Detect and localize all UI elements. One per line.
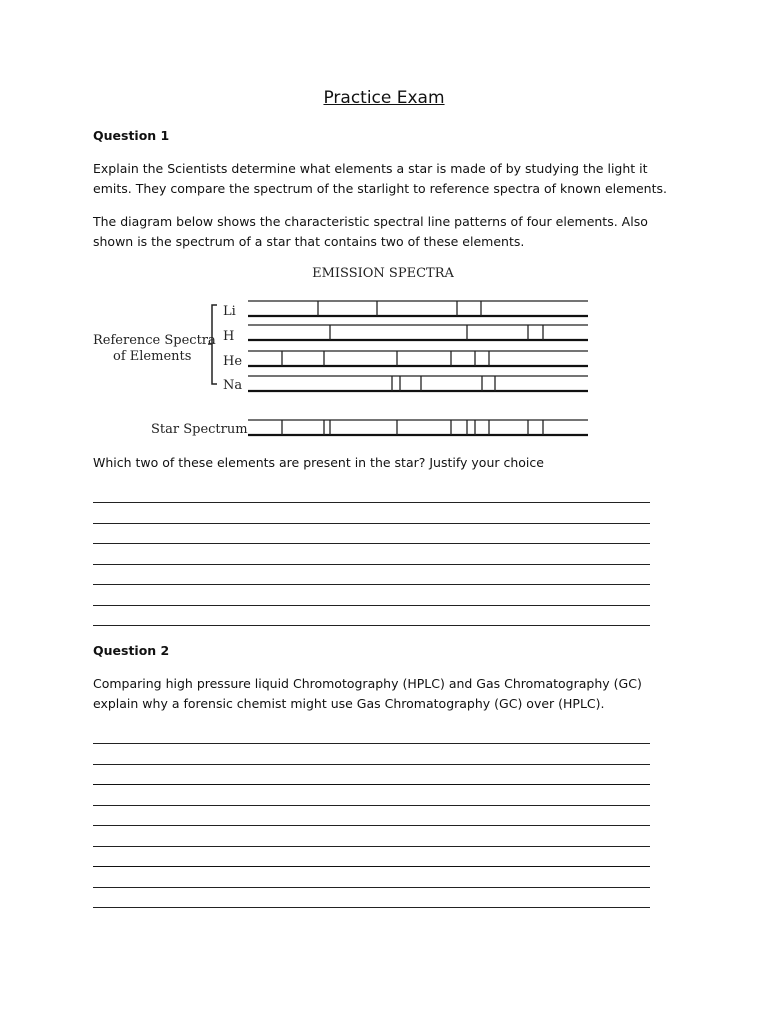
answer-line[interactable] bbox=[93, 805, 650, 806]
page-title: Practice Exam bbox=[323, 88, 445, 108]
question-1-intro-line-2: emits. They compare the spectrum of the starlight to reference spectra of known elements. bbox=[93, 181, 667, 196]
element-spectra bbox=[223, 301, 588, 393]
answer-line[interactable] bbox=[93, 846, 650, 847]
answer-line[interactable] bbox=[93, 907, 650, 908]
element-label-li: Li bbox=[223, 304, 236, 319]
answer-line[interactable] bbox=[93, 543, 650, 544]
answer-line[interactable] bbox=[93, 625, 650, 626]
reference-spectra-label: Reference Spectra bbox=[93, 333, 216, 348]
emission-spectra-diagram bbox=[93, 262, 593, 442]
answer-line[interactable] bbox=[93, 502, 650, 503]
answer-line[interactable] bbox=[93, 825, 650, 826]
answer-line[interactable] bbox=[93, 605, 650, 606]
answer-line[interactable] bbox=[93, 866, 650, 867]
element-label-h: H bbox=[223, 329, 235, 344]
question-1-description-line-1: The diagram below shows the characteristic spectral line patterns of four elements. Also bbox=[93, 214, 648, 229]
question-1-heading: Question 1 bbox=[93, 128, 170, 143]
element-label-na: Na bbox=[223, 378, 243, 393]
answer-line[interactable] bbox=[93, 743, 650, 744]
question-1-prompt: Which two of these elements are present in the star? Justify your choice bbox=[93, 455, 544, 470]
of-elements-label: of Elements bbox=[113, 349, 192, 364]
answer-line[interactable] bbox=[93, 764, 650, 765]
question-1-description-line-2: shown is the spectrum of a star that contains two of these elements. bbox=[93, 234, 525, 249]
element-label-he: He bbox=[223, 354, 243, 369]
answer-line[interactable] bbox=[93, 887, 650, 888]
question-2-heading: Question 2 bbox=[93, 643, 170, 658]
star-spectrum-label: Star Spectrum bbox=[151, 422, 248, 437]
star-spectrum bbox=[248, 420, 588, 435]
question-2-line-2: explain why a forensic chemist might use Gas Chromatography (GC) over (HPLC). bbox=[93, 696, 605, 711]
answer-line[interactable] bbox=[93, 584, 650, 585]
diagram-title: EMISSION SPECTRA bbox=[312, 266, 454, 281]
question-1-description bbox=[93, 212, 693, 252]
answer-line[interactable] bbox=[93, 784, 650, 785]
question-2-line-1: Comparing high pressure liquid Chromotography (HPLC) and Gas Chromatography (GC) bbox=[93, 676, 642, 691]
answer-line[interactable] bbox=[93, 523, 650, 524]
question-1-intro bbox=[93, 159, 693, 199]
question-1-intro-line-1: Explain the Scientists determine what elements a star is made of by studying the light it bbox=[93, 161, 648, 176]
answer-line[interactable] bbox=[93, 564, 650, 565]
question-2-text bbox=[93, 674, 693, 714]
